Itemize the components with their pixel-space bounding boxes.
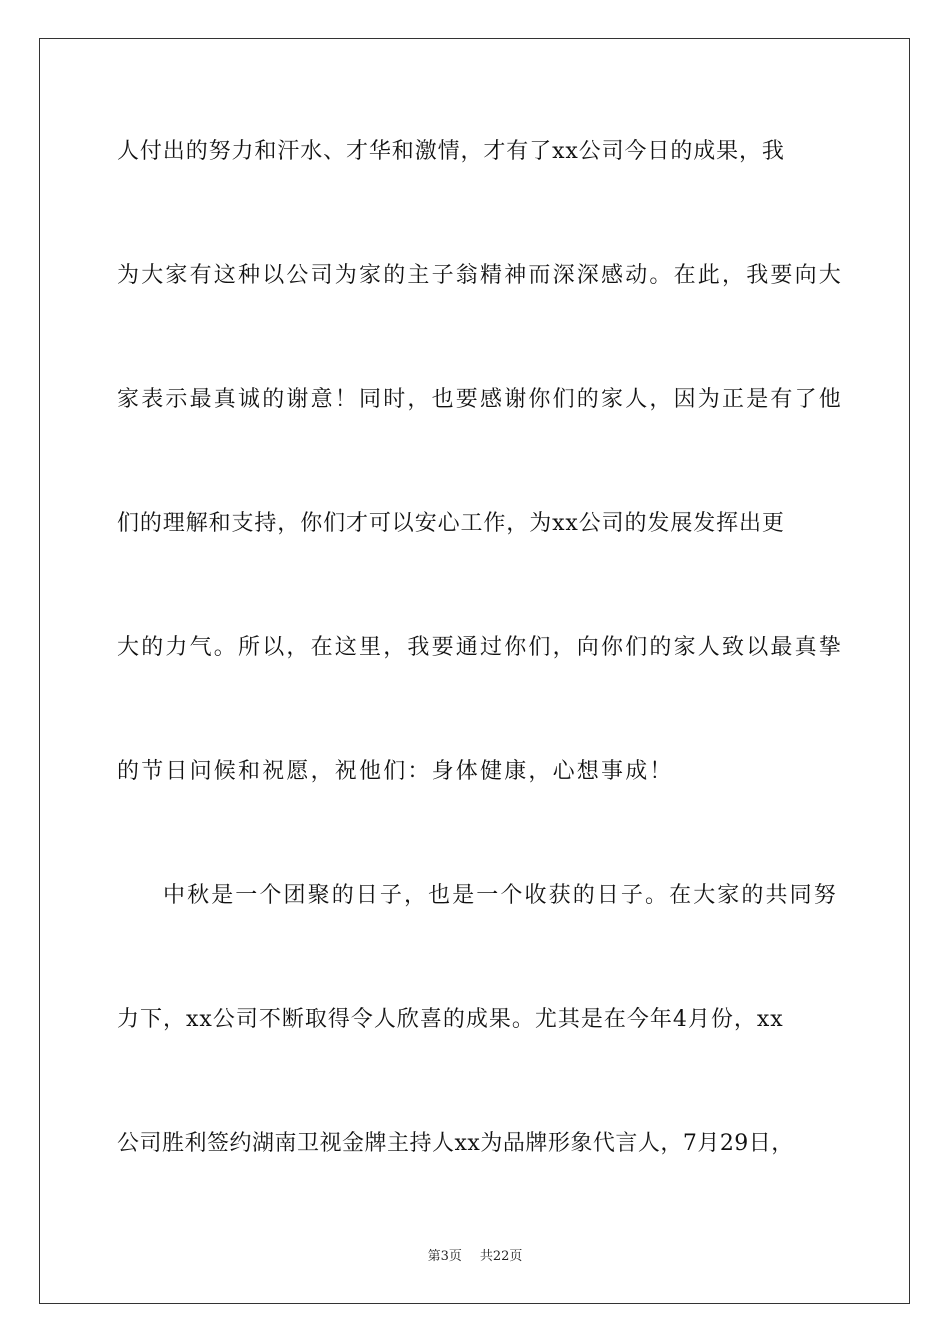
body-line: 力下，xx公司不断取得令人欣喜的成果。尤其是在今年4月份，xx [117,1007,784,1032]
body-line: 们的理解和支持，你们才可以安心工作，为xx公司的发展发挥出更 [117,511,785,536]
page-number: 第3页 [427,1249,462,1264]
body-line: 的节日问候和祝愿，祝他们：身体健康，心想事成！ [117,759,674,784]
body-line: 大的力气。所以，在这里，我要通过你们，向你们的家人致以最真挚 [117,635,844,660]
page-total: 共22页 [479,1249,523,1264]
page-footer [0,1248,950,1266]
body-line: 为大家有这种以公司为家的主子翁精神而深深感动。在此，我要向大 [117,263,844,288]
body-line: 公司胜利签约湖南卫视金牌主持人xx为品牌形象代言人，7月29日， [117,1131,794,1156]
paragraph-start-line: 中秋是一个团聚的日子，也是一个收获的日子。在大家的共同努 [163,883,838,908]
page-border [39,38,910,1304]
body-line: 人付出的努力和汗水、才华和激情，才有了xx公司今日的成果，我 [117,139,785,164]
body-line: 家表示最真诚的谢意！同时，也要感谢你们的家人，因为正是有了他 [117,387,844,412]
